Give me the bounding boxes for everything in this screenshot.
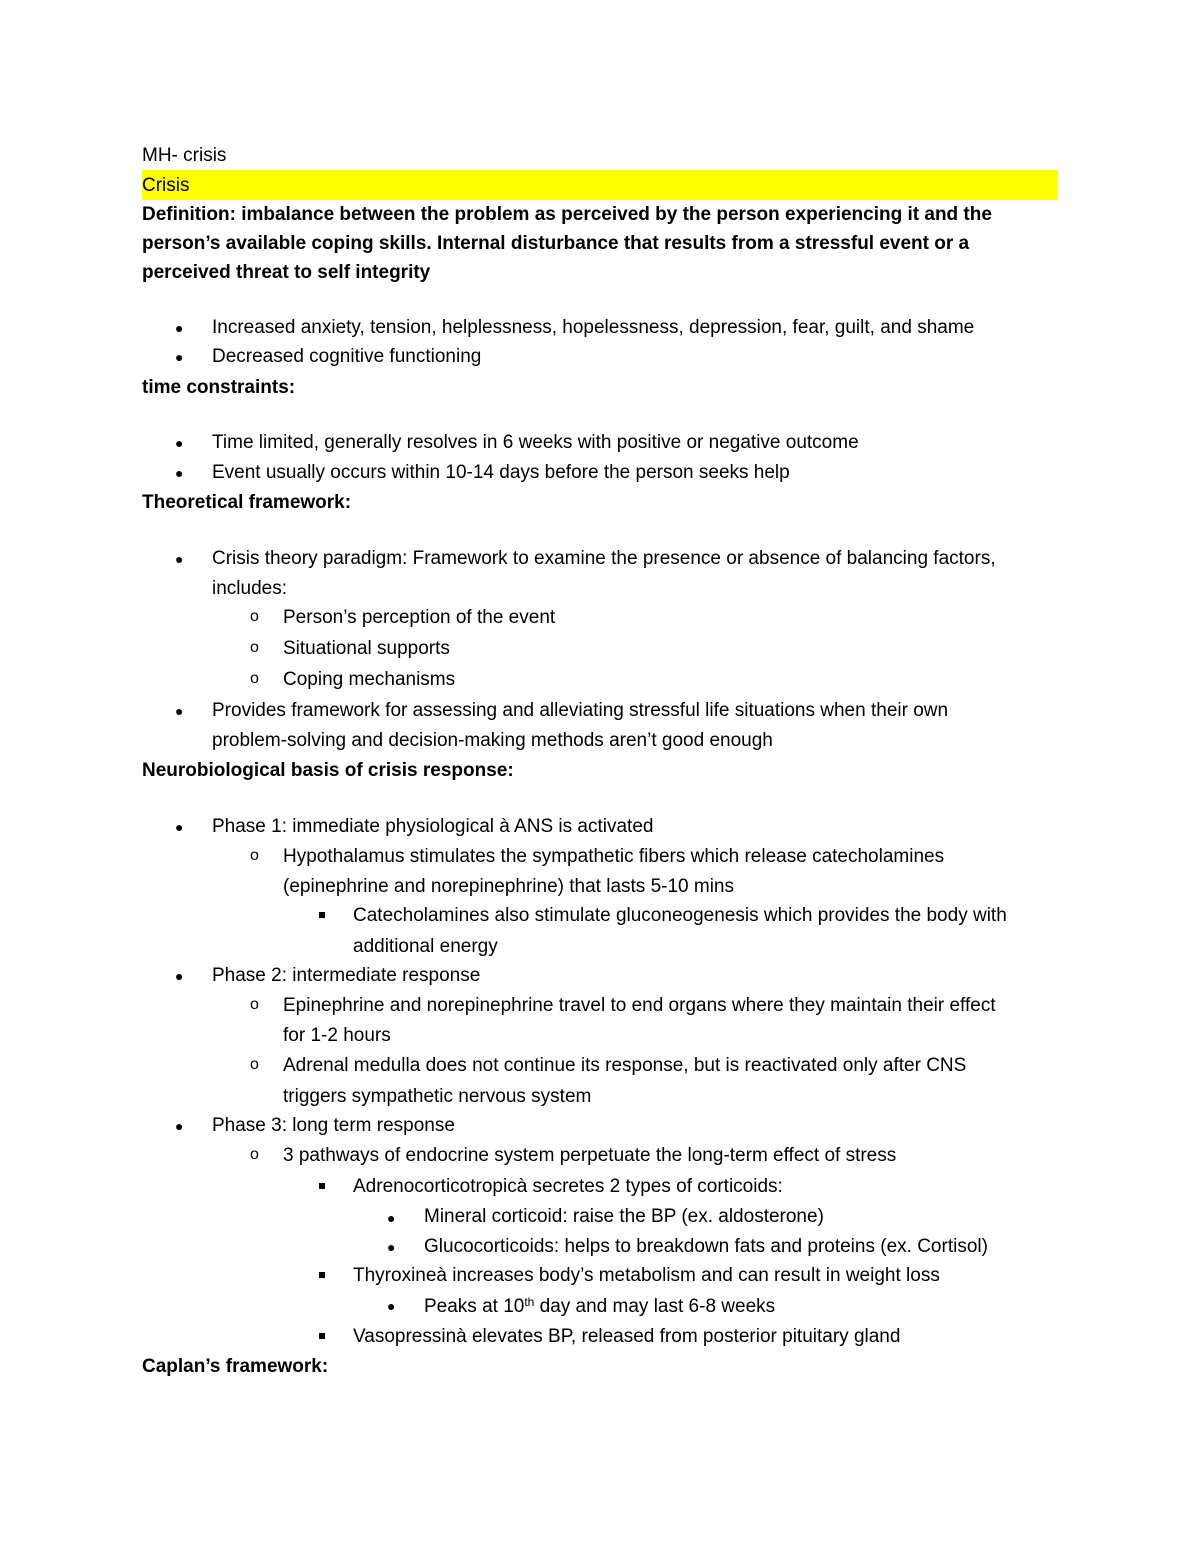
bullet-icon: ●	[175, 435, 184, 451]
list-item-continued: includes:	[212, 578, 287, 599]
heading-crisis: Crisis	[142, 175, 190, 196]
square-bullet-icon	[319, 1183, 325, 1189]
list-item: Phase 2: intermediate response	[212, 965, 481, 986]
square-bullet-icon	[319, 1272, 325, 1278]
list-item: Provides framework for assessing and alleviating stressful life situations when their own	[212, 700, 949, 721]
bullet-icon: ●	[175, 465, 184, 481]
doc-title: MH- crisis	[142, 145, 227, 166]
sub-bullet-icon: o	[250, 670, 259, 687]
sub-sub-list-item: Thyroxineà increases body’s metabolism and can result in weight loss	[353, 1265, 940, 1286]
definition-line-2: person’s available coping skills. Internal disturbance that results from a stressful event or a	[142, 233, 970, 254]
sub-sub-list-item: Catecholamines also stimulate gluconeogenesis which provides the body with	[353, 905, 1007, 926]
sub-list-item: Hypothalamus stimulates the sympathetic fibers which release catecholamines	[283, 846, 945, 867]
sub-list-item: Person’s perception of the event	[283, 607, 556, 628]
sub-list-item: Epinephrine and norepinephrine travel to end organs where they maintain their effect	[283, 995, 996, 1016]
level4-list-item: Glucocorticoids: helps to breakdown fats and proteins (ex. Cortisol)	[424, 1236, 988, 1257]
level4-list-item: Peaks at 10th day and may last 6-8 weeks	[424, 1295, 776, 1317]
bullet-icon: ●	[387, 1239, 396, 1255]
bullet-icon: ●	[387, 1298, 396, 1314]
heading-theoretical-framework: Theoretical framework:	[142, 492, 352, 513]
sub-bullet-icon: o	[250, 1146, 259, 1163]
level4-list-item: Mineral corticoid: raise the BP (ex. aldosterone)	[424, 1206, 824, 1227]
sub-bullet-icon: o	[250, 996, 259, 1013]
bullet-icon: ●	[175, 551, 184, 567]
sub-list-item-continued: triggers sympathetic nervous system	[283, 1086, 592, 1107]
heading-neurobiological-basis: Neurobiological basis of crisis response:	[142, 760, 514, 781]
list-item: Increased anxiety, tension, helplessness, hopelessness, depression, fear, guilt, and shame	[212, 317, 975, 338]
bullet-icon: ●	[175, 349, 184, 365]
list-item: Phase 1: immediate physiological à ANS is activated	[212, 816, 654, 837]
sub-list-item: 3 pathways of endocrine system perpetuate the long-term effect of stress	[283, 1145, 897, 1166]
sub-sub-list-item: Vasopressinà elevates BP, released from posterior pituitary gland	[353, 1326, 901, 1347]
list-item: Time limited, generally resolves in 6 weeks with positive or negative outcome	[212, 432, 859, 453]
bullet-icon: ●	[387, 1210, 396, 1226]
square-bullet-icon	[319, 912, 325, 918]
bullet-icon: ●	[175, 703, 184, 719]
bullet-icon: ●	[175, 1118, 184, 1134]
list-item: Phase 3: long term response	[212, 1115, 455, 1136]
list-item: Decreased cognitive functioning	[212, 346, 482, 367]
bullet-icon: ●	[175, 320, 184, 336]
list-item: Event usually occurs within 10-14 days before the person seeks help	[212, 462, 790, 483]
sub-list-item: Situational supports	[283, 638, 450, 659]
sub-list-item: Coping mechanisms	[283, 669, 456, 690]
list-item: Crisis theory paradigm: Framework to examine the presence or absence of balancing factors,	[212, 548, 996, 569]
bullet-icon: ●	[175, 968, 184, 984]
sub-list-item: Adrenal medulla does not continue its response, but is reactivated only after CNS	[283, 1055, 967, 1076]
definition-label: Definition	[142, 204, 230, 225]
definition-line-3: perceived threat to self integrity	[142, 262, 431, 283]
sub-sub-list-item: Adrenocorticotropicà secretes 2 types of corticoids:	[353, 1176, 783, 1197]
sub-bullet-icon: o	[250, 608, 259, 625]
heading-time-constraints: time constraints:	[142, 377, 296, 398]
sub-sub-list-item-continued: additional energy	[353, 936, 498, 957]
highlight-bar	[142, 170, 1058, 200]
sub-list-item-continued: for 1-2 hours	[283, 1025, 391, 1046]
sub-bullet-icon: o	[250, 1056, 259, 1073]
bullet-icon: ●	[175, 819, 184, 835]
sub-bullet-icon: o	[250, 639, 259, 656]
sub-bullet-icon: o	[250, 847, 259, 864]
sub-list-item-continued: (epinephrine and norepinephrine) that lasts 5-10 mins	[283, 876, 734, 897]
list-item-continued: problem-solving and decision-making methods aren’t good enough	[212, 730, 773, 751]
definition-line-1: Definition: imbalance between the problem as perceived by the person experiencing it and the	[142, 204, 992, 225]
square-bullet-icon	[319, 1333, 325, 1339]
heading-caplans-framework: Caplan’s framework:	[142, 1356, 329, 1377]
